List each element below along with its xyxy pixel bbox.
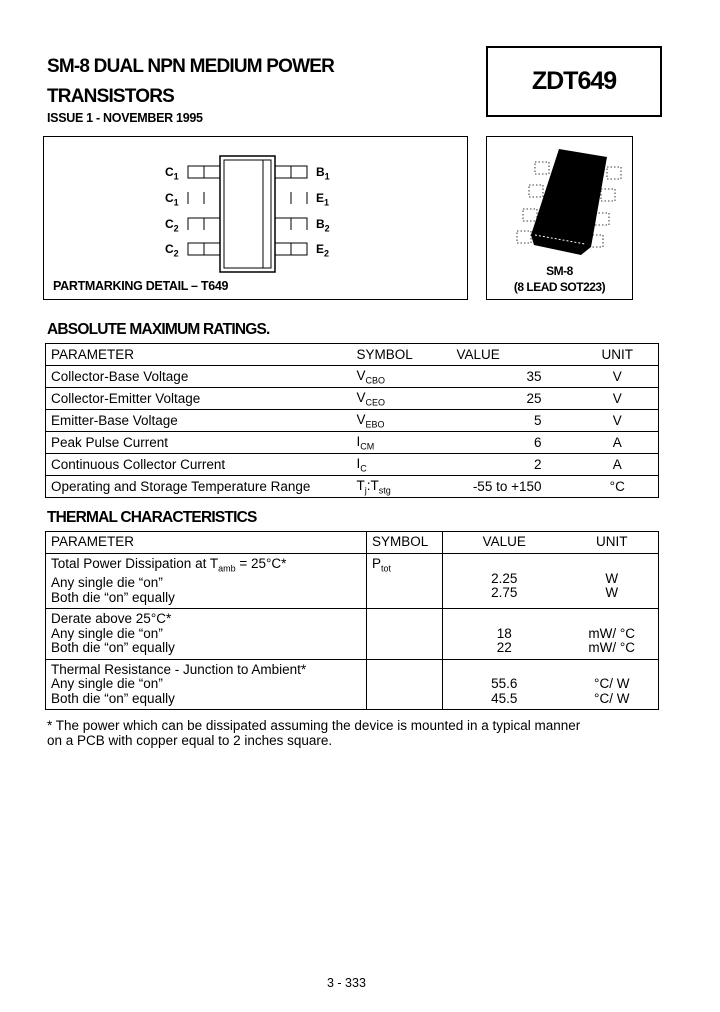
- table-header-row: [46, 532, 659, 554]
- value-cell: -55 to +150: [442, 476, 572, 498]
- partmarking-detail: PARTMARKING DETAIL – T649: [53, 279, 229, 293]
- col-header: UNIT: [601, 347, 633, 362]
- unit-cell: mW/ °C mW/ °C: [561, 609, 659, 660]
- table-row: [46, 366, 659, 388]
- table-row: [46, 659, 659, 710]
- unit-cell: °C: [572, 476, 659, 498]
- table-row: [46, 476, 659, 498]
- thermal-heading: THERMAL CHARACTERISTICS: [47, 509, 257, 526]
- pin-label-b2: $B_2$: [316, 217, 330, 234]
- table-row: [46, 609, 659, 660]
- page-number: 3 - 333: [327, 976, 366, 990]
- param-cell: Total Power Dissipation at $T_{amb} = 25^\circ C*$ Any single die “on” Both die “on” equally: [46, 554, 367, 609]
- pin-label-c2b: $C_2$: [165, 242, 179, 259]
- unit-cell: V: [572, 388, 659, 410]
- table-row: [46, 410, 659, 432]
- sm8-outline-icon: [44, 137, 467, 277]
- param-cell: Operating and Storage Temperature Range: [46, 476, 352, 498]
- abs-max-heading: ABSOLUTE MAXIMUM RATINGS.: [47, 321, 270, 338]
- value-cell: 2: [442, 454, 572, 476]
- package-box: [486, 136, 633, 300]
- package-3d-icon: [487, 137, 632, 262]
- unit-cell: A: [572, 432, 659, 454]
- value-cell: 55.6 45.5: [443, 659, 561, 710]
- col-header: SYMBOL: [356, 347, 413, 362]
- param-cell: Emitter-Base Voltage: [46, 410, 352, 432]
- value-cell: 25: [442, 388, 572, 410]
- col-header: UNIT: [596, 534, 628, 549]
- param-cell: Thermal Resistance - Junction to Ambient* Any single die “on” Both die “on” equally: [46, 659, 367, 710]
- symbol-cell: $P_{tot}$: [367, 554, 443, 609]
- table-row: [46, 554, 659, 609]
- param-cell: Collector-Emitter Voltage: [46, 388, 352, 410]
- pin-label-b1: $B_1$: [316, 165, 330, 182]
- pinout-diagram: [43, 136, 468, 300]
- table-row: [46, 454, 659, 476]
- issue-date: ISSUE 1 - NOVEMBER 1995: [47, 111, 203, 125]
- pin-label-c1b: $C_1$: [165, 191, 179, 208]
- param-cell: Collector-Base Voltage: [46, 366, 352, 388]
- col-header: VALUE: [482, 534, 526, 549]
- symbol-cell: [367, 659, 443, 710]
- package-label: [487, 263, 632, 295]
- table-row: [46, 432, 659, 454]
- part-number: ZDT649: [486, 46, 662, 117]
- param-cell: Continuous Collector Current: [46, 454, 352, 476]
- param-cell: Peak Pulse Current: [46, 432, 352, 454]
- value-cell: 18 22: [443, 609, 561, 660]
- abs-max-table: [45, 343, 659, 498]
- title-line-1: SM-8 DUAL NPN MEDIUM POWER: [47, 56, 335, 77]
- pin-label-e2: $E_2$: [316, 242, 330, 259]
- unit-cell: V: [572, 366, 659, 388]
- value-cell: 35: [442, 366, 572, 388]
- col-header: PARAMETER: [51, 347, 135, 362]
- pin-label-c1: $C_1$: [165, 165, 179, 182]
- col-header: PARAMETER: [51, 534, 135, 549]
- symbol-cell: [367, 609, 443, 660]
- col-header: SYMBOL: [367, 532, 443, 554]
- symbol-cell: $T_j:T_{stg}$: [352, 476, 442, 498]
- title-line-2: TRANSISTORS: [47, 86, 175, 107]
- pin-label-c2: $C_2$: [165, 217, 179, 234]
- unit-cell: W W: [561, 554, 659, 609]
- package-name: SM-8: [546, 264, 573, 278]
- table-header-row: [46, 344, 659, 366]
- symbol-cell: $V_{EBO}$: [352, 410, 442, 432]
- col-header: VALUE: [456, 347, 500, 362]
- thermal-table: [45, 531, 659, 710]
- unit-cell: °C/ W °C/ W: [561, 659, 659, 710]
- footnote: [47, 718, 580, 748]
- value-cell: 5: [442, 410, 572, 432]
- value-cell: 2.25 2.75: [443, 554, 561, 609]
- package-desc: (8 LEAD SOT223): [513, 280, 606, 294]
- symbol-cell: $V_{CEO}$: [352, 388, 442, 410]
- table-row: [46, 388, 659, 410]
- unit-cell: A: [572, 454, 659, 476]
- footnote-line: on a PCB with copper equal to 2 inches square.: [47, 733, 333, 748]
- symbol-cell: $V_{CBO}$: [352, 366, 442, 388]
- unit-cell: V: [572, 410, 659, 432]
- footnote-line: * The power which can be dissipated assuming the device is mounted in a typical manner: [47, 718, 581, 733]
- document-title: [47, 52, 334, 112]
- param-cell: Derate above 25°C* Any single die “on” Both die “on” equally: [46, 609, 367, 660]
- pin-label-e1: $E_1$: [316, 191, 330, 208]
- symbol-cell: $I_{CM}$: [352, 432, 442, 454]
- symbol-cell: $I_C$: [352, 454, 442, 476]
- value-cell: 6: [442, 432, 572, 454]
